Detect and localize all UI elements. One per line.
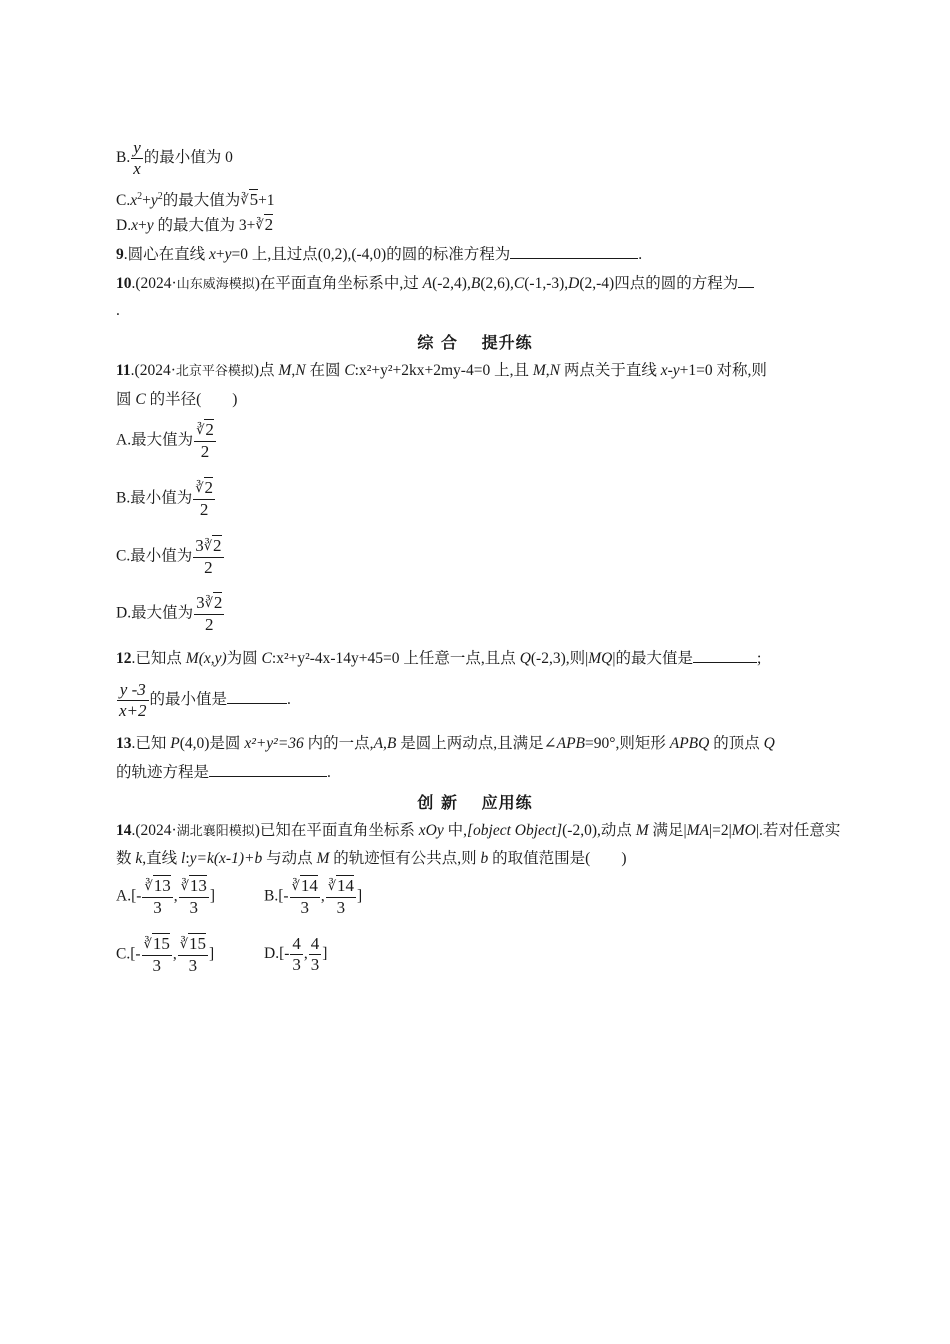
q8-option-d: D.x+y 的最大值为 3+∛2 — [116, 215, 274, 234]
q14-option-b[interactable]: B.[- $\frac{∛14}{3}$ , $\frac{∛14}{3}$ ] — [264, 876, 363, 917]
question-12-line2: $\frac{y -3}{x+2}$ 的最小值是 . — [119, 680, 291, 720]
radical-icon: ∛ — [327, 878, 337, 893]
answer-blank[interactable] — [738, 273, 754, 288]
section-title-innovation: 创 新 应用练 — [417, 793, 533, 812]
radical-icon: ∛ — [195, 480, 204, 495]
fraction: $\frac{∛15}{3}$ — [179, 934, 207, 975]
fraction: $\frac{3∛2}{2}$ — [196, 593, 223, 634]
fraction: $\frac{∛13}{3}$ — [180, 876, 207, 917]
answer-blank[interactable] — [209, 762, 327, 777]
radical-icon: ∛ — [255, 217, 264, 232]
radical-icon: ∛ — [179, 936, 189, 951]
q11-option-a[interactable]: A.最大值为 $\frac{∛2}{2}$ — [116, 420, 214, 461]
question-10: 10.(2024·山东威海模拟)在平面直角坐标系中,过 A(-2,4),B(2,6),C(-1,-3),D(2,-4)四点的圆的方程为 — [116, 273, 754, 296]
question-9: 9.圆心在直线 x+y=0 上,且过点(0,2),(-4,0)的圆的标准方程为 . — [116, 246, 643, 263]
fraction: $\frac{∛15}{3}$ — [143, 934, 170, 975]
radical-icon: ∛ — [203, 538, 213, 553]
q11-option-b[interactable]: B.最小值为 $\frac{∛2}{2}$ — [116, 478, 214, 519]
q11-option-d[interactable]: D.最大值为 $\frac{3∛2}{2}$ — [116, 593, 223, 634]
answer-blank[interactable] — [227, 689, 287, 704]
question-13-line2: 的轨迹方程是 . — [116, 764, 331, 781]
radical-icon: ∛ — [204, 595, 213, 610]
fraction: $\frac{∛13}{3}$ — [144, 876, 171, 917]
option-label: B. — [116, 149, 131, 167]
radical-icon: ∛ — [196, 422, 205, 437]
answer-blank[interactable] — [693, 648, 757, 663]
answer-blank[interactable] — [510, 244, 638, 259]
radical-icon: ∛ — [144, 878, 153, 893]
fraction: $\frac{4}{3}$ — [310, 934, 320, 974]
question-14-line2: 数 k,直线 l:y=k(x-1)+b 与动点 M 的轨迹恒有公共点,则 b 的取值范围是( ) — [116, 850, 627, 867]
q14-option-d[interactable]: D.[- $\frac{4}{3}$ , $\frac{4}{3}$ ] — [264, 934, 328, 974]
q14-option-c[interactable]: C.[- $\frac{∛15}{3}$ , $\frac{∛15}{3}$ ] — [116, 934, 215, 975]
question-13: 13.已知 P(4,0)是圆 x²+y²=36 内的一点,A,B 是圆上两动点,且满足∠APB=90°,则矩形 APBQ 的顶点 Q — [116, 735, 775, 752]
radical-icon: ∛ — [291, 878, 300, 893]
question-11-line2: 圆 C 的半径( ) — [116, 391, 238, 408]
fraction: $\frac{∛2}{2}$ — [196, 420, 214, 461]
question-14: 14.(2024·湖北襄阳模拟)已知在平面直角坐标系 xOy 中,[object Object](-2,0),动点 M 满足|MA|=2|MO|.若对任意实 — [116, 822, 841, 839]
q14-option-a[interactable]: A.[- $\frac{∛13}{3}$ , $\frac{∛13}{3}$ ] — [116, 876, 216, 917]
radical-icon: ∛ — [143, 936, 152, 951]
fraction: $\frac{y}{x}$ — [133, 138, 141, 178]
question-12: 12.已知点 M(x,y)为圆 C:x²+y²-4x-14y+45=0 上任意一点,且点 Q(-2,3),则|MQ|的最大值是 ; — [116, 650, 762, 667]
q8-option-c: $C.x^2+y^2$的最大值为∛5+1 — [116, 190, 275, 210]
fraction: $\frac{∛14}{3}$ — [327, 876, 355, 917]
fraction: $\frac{y -3}{x+2}$ — [119, 680, 147, 720]
fraction: $\frac{∛14}{3}$ — [291, 876, 318, 917]
fraction: $\frac{∛2}{2}$ — [195, 478, 214, 519]
section-title-comprehensive: 综 合 提升练 — [417, 333, 533, 352]
fraction: $\frac{4}{3}$ — [292, 934, 301, 974]
radical-icon: ∛ — [180, 878, 189, 893]
question-11: 11.(2024·北京平谷模拟)点 M,N 在圆 C:x²+y²+2kx+2my-4=0 上,且 M,N 两点关于直线 x-y+1=0 对称,则 — [116, 362, 767, 379]
question-10-end: . — [116, 302, 120, 319]
q11-option-c[interactable]: C.最小值为 $\frac{3∛2}{2}$ — [116, 536, 222, 577]
radical-icon: ∛ — [240, 192, 249, 208]
q8-option-b: B. $\frac{y}{x}$ 的最小值为 0 — [116, 138, 233, 178]
fraction: $\frac{3∛2}{2}$ — [195, 536, 222, 577]
